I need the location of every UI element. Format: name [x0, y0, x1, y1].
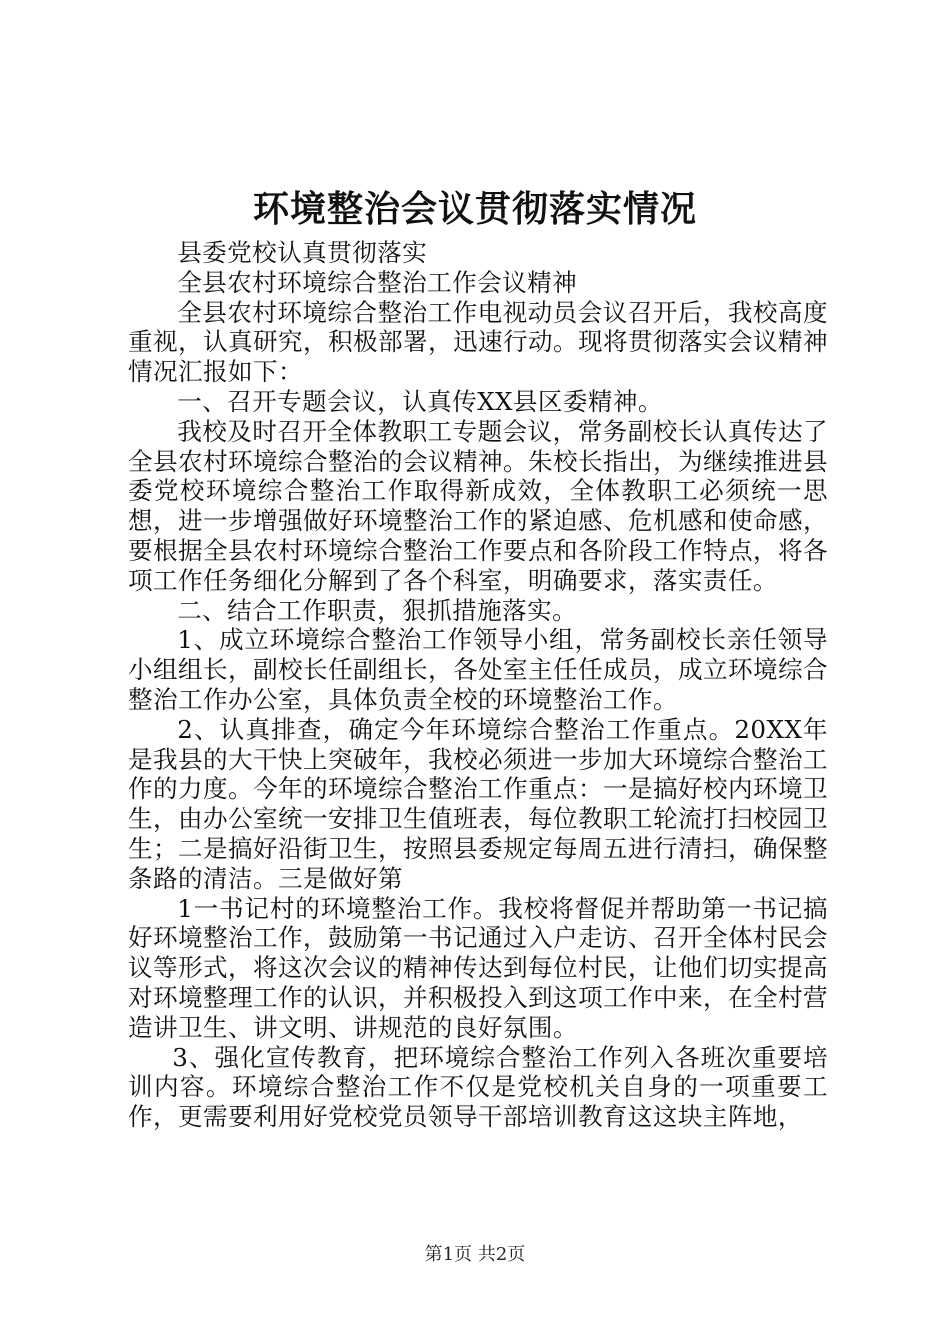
- paragraph-subtitle-2: 全县农村环境综合整治工作会议精神: [177, 267, 578, 297]
- paragraph-item-3: 3、强化宣传教育，把环境综合整治工作列入各班次重要培训内容。环境综合整治工作不仅是党校机关自身的一项重要工作，更需要利用好党校党员领导干部培训教育这这块主阵地，: [128, 1042, 828, 1132]
- document-body: [128, 238, 828, 1132]
- section-heading-2: 二、结合工作职责，狠抓措施落实。: [177, 595, 578, 625]
- page-footer: 第1页 共2页: [424, 1244, 526, 1265]
- paragraph-subtitle-1: 县委党校认真贯彻落实: [177, 238, 428, 267]
- paragraph-intro: 全县农村环境综合整治工作电视动员会议召开后，我校高度重视，认真研究，积极部署，迅速行动。现将贯彻落实会议精神情况汇报如下：: [128, 297, 828, 387]
- paragraph-item-1: 1、成立环境综合整治工作领导小组，常务副校长亲任领导小组组长，副校长任副组长，各处室主任任成员，成立环境综合整治工作办公室，具体负责全校的环境整治工作。: [128, 625, 828, 714]
- paragraph-first-secretary: 1一书记村的环境整治工作。我校将督促并帮助第一书记搞好环境整治工作，鼓励第一书记通过入户走访、召开全体村民会议等形式，将这次会议的精神传达到每位村民，让他们切实提高对环境整理工作的认识，并积极投入到这项工作中来，在全村营造讲卫生、讲文明、讲规范的良好氛围。: [128, 893, 828, 1042]
- page-title: 环境整治会议贯彻落实情况: [252, 188, 697, 230]
- paragraph-meeting: 我校及时召开全体教职工专题会议，常务副校长认真传达了全县农村环境综合整治的会议精神。朱校长指出，为继续推进县委党校环境综合整治工作取得新成效，全体教职工必须统一思想，进一步增强做好环境整治工作的紧迫感、危机感和使命感，要根据全县农村环境综合整治工作要点和各阶段工作特点，将各项工作任务细化分解到了各个科室，明确要求，落实责任。: [128, 416, 828, 595]
- paragraph-item-2: 2、认真排查，确定今年环境综合整治工作重点。20XX年是我县的大干快上突破年，我校必须进一步加大环境综合整治工作的力度。今年的环境综合整治工作重点：一是搞好校内环境卫生，由办公室统一安排卫生值班表，每位教职工轮流打扫校园卫生；二是搞好沿街卫生，按照县委规定每周五进行清扫，确保整条路的清洁。三是做好第: [128, 714, 828, 893]
- section-heading-1: 一、召开专题会议，认真传XX县区委精神。: [177, 386, 663, 416]
